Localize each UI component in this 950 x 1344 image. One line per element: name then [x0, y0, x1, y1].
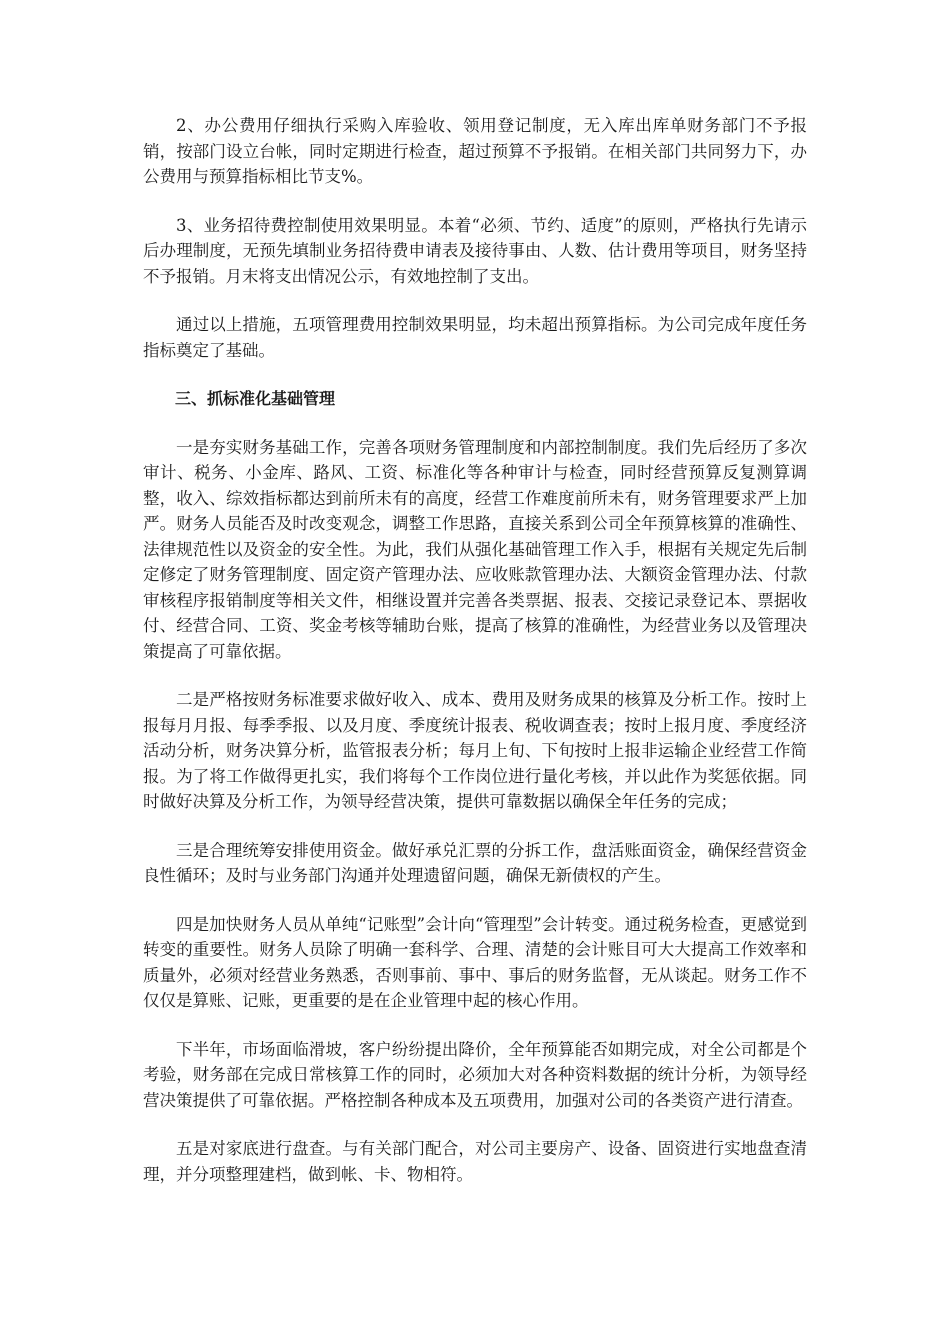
paragraph-measures-summary: 通过以上措施，五项管理费用控制效果明显，均未超出预算指标。为公司完成年度任务指标奠定了基础。 — [143, 315, 807, 360]
paragraph-point-five: 五是对家底进行盘查。与有关部门配合，对公司主要房产、设备、固资进行实地盘查清理，并分项整理建档，做到帐、卡、物相符。 — [143, 1139, 807, 1184]
paragraph-point-four: 四是加快财务人员从单纯“记账型”会计向“管理型”会计转变。通过税务检查，更感觉到转变的重要性。财务人员除了明确一套科学、合理、清楚的会计账目可大大提高工作效率和质量外，必须对经营业务熟悉，否则事前、事中、事后的财务监督，无从谈起。财务工作不仅仅是算账、记账，更重要的是在企业管理中起的核心作用。 — [143, 914, 807, 1010]
paragraph-office-expenses: 2、办公费用仔细执行采购入库验收、领用登记制度，无入库出库单财务部门不予报销，按部门设立台帐，同时定期进行检查，超过预算不予报销。在相关部门共同努力下，办公费用与预算指标相比节支%。 — [143, 116, 807, 186]
paragraph-point-one: 一是夯实财务基础工作，完善各项财务管理制度和内部控制制度。我们先后经历了多次审计、税务、小金库、路风、工资、标准化等各种审计与检查，同时经营预算反复测算调整，收入、综效指标都达到前所未有的高度，经营工作难度前所未有，财务管理要求严上加严。财务人员能否及时改变观念，调整工作思路，直接关系到公司全年预算核算的准确性、法律规范性以及资金的安全性。为此，我们从强化基础管理工作入手，根据有关规定先后制定修定了财务管理制度、固定资产管理办法、应收账款管理办法、大额资金管理办法、付款审核程序报销制度等相关文件，相继设置并完善各类票据、报表、交接记录登记本、票据收付、经营合同、工资、奖金考核等辅助台账，提高了核算的准确性，为经营业务以及管理决策提高了可靠依据。 — [143, 437, 807, 661]
document-body — [143, 113, 807, 1210]
paragraph-entertainment-expenses: 3、业务招待费控制使用效果明显。本着“必须、节约、适度”的原则，严格执行先请示后办理制度，无预先填制业务招待费申请表及接待事由、人数、估计费用等项目，财务坚持不予报销。月末将支出情况公示，有效地控制了支出。 — [143, 215, 807, 286]
section-heading: 三、抓标准化基础管理 — [175, 389, 336, 408]
paragraph-second-half: 下半年，市场面临滑坡，客户纷纷提出降价，全年预算能否如期完成，对全公司都是个考验，财务部在完成日常核算工作的同时，必须加大对各种资料数据的统计分析，为领导经营决策提供了可靠依据。严格控制各种成本及五项费用，加强对公司的各类资产进行清查。 — [143, 1039, 807, 1110]
paragraph-point-two: 二是严格按财务标准要求做好收入、成本、费用及财务成果的核算及分析工作。按时上报每月月报、每季季报、以及月度、季度统计报表、税收调查表；按时上报月度、季度经济活动分析，财务决算分析，监管报表分析；每月上旬、下旬按时上报非运输企业经营工作简报。为了将工作做得更扎实，我们将每个工作岗位进行量化考核，并以此作为奖惩依据。同时做好决算及分析工作，为领导经营决策，提供可靠数据以确保全年任务的完成； — [143, 690, 807, 811]
paragraph-point-three: 三是合理统筹安排使用资金。做好承兑汇票的分拆工作，盘活账面资金，确保经营资金良性循环；及时与业务部门沟通并处理遗留问题，确保无新债权的产生。 — [143, 840, 807, 885]
